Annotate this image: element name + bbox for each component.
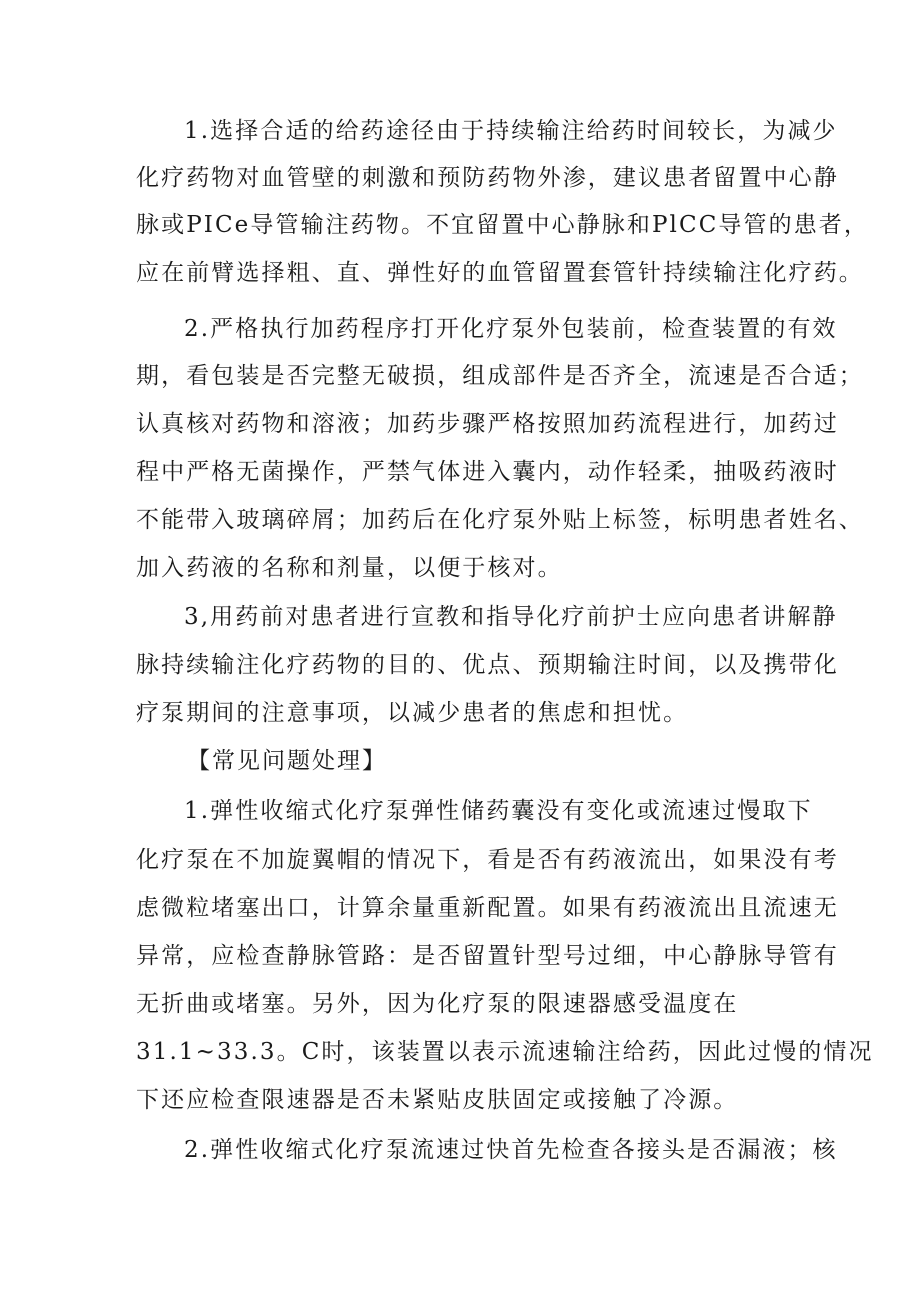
paragraph-3-line-3: 疗泵期间的注意事项，以减少患者的焦虑和担忧。 xyxy=(136,700,689,726)
paragraph-2-line-3: 认真核对药物和溶液；加药步骤严格按照加药流程进行，加药过 xyxy=(136,411,839,437)
paragraph-5-line-1: 2.弹性收缩式化疗泵流速过快首先检查各接头是否漏液；核 xyxy=(184,1137,838,1163)
paragraph-2-line-4: 程中严格无菌操作，严禁气体进入囊内，动作轻柔，抽吸药液时 xyxy=(136,459,839,485)
paragraph-4-line-5: 无折曲或堵塞。另外，因为化疗泵的限速器感受温度在 xyxy=(136,991,739,1017)
paragraph-3-line-2: 脉持续输注化疗药物的目的、优点、预期输注时间，以及携带化 xyxy=(136,652,839,678)
section-heading: 【常见问题处理】 xyxy=(187,748,387,774)
paragraph-1-line-1: 1.选择合适的给药途径由于持续输注给药时间较长，为减少 xyxy=(184,118,838,144)
paragraph-2-line-5: 不能带入玻璃碎屑；加药后在化疗泵外贴上标签，标明患者姓名、 xyxy=(136,507,864,533)
paragraph-2-line-2: 期，看包装是否完整无破损，组成部件是否齐全，流速是否合适； xyxy=(136,363,864,389)
paragraph-1-line-4: 应在前臂选择粗、直、弹性好的血管留置套管针持续输注化疗药。 xyxy=(136,260,864,286)
paragraph-4-line-1: 1.弹性收缩式化疗泵弹性储药囊没有变化或流速过慢取下 xyxy=(184,798,813,824)
paragraph-4-line-2: 化疗泵在不加旋翼帽的情况下，看是否有药液流出，如果没有考 xyxy=(136,847,839,873)
paragraph-4-line-3: 虑微粒堵塞出口，计算余量重新配置。如果有药液流出且流速无 xyxy=(136,895,839,921)
paragraph-3-line-1: 3,用药前对患者进行宣教和指导化疗前护士应向患者讲解静 xyxy=(184,604,838,630)
paragraph-4-line-7: 下还应检查限速器是否未紧贴皮肤固定或接触了冷源。 xyxy=(136,1087,739,1113)
paragraph-1-line-3: 脉或PICe导管输注药物。不宜留置中心静脉和PlCC导管的患者， xyxy=(136,212,869,238)
paragraph-2-line-1: 2.严格执行加药程序打开化疗泵外包装前，检查装置的有效 xyxy=(184,316,838,342)
paragraph-1-line-2: 化疗药物对血管壁的刺激和预防药物外渗，建议患者留置中心静 xyxy=(136,165,839,191)
paragraph-4-line-4: 异常，应检查静脉管路：是否留置针型号过细，中心静脉导管有 xyxy=(136,943,839,969)
paragraph-2-line-6: 加入药液的名称和剂量，以便于核对。 xyxy=(136,555,563,581)
paragraph-4-line-6: 31.1~33.3。C时，该装置以表示流速输注给药，因此过慢的情况 xyxy=(136,1039,874,1065)
